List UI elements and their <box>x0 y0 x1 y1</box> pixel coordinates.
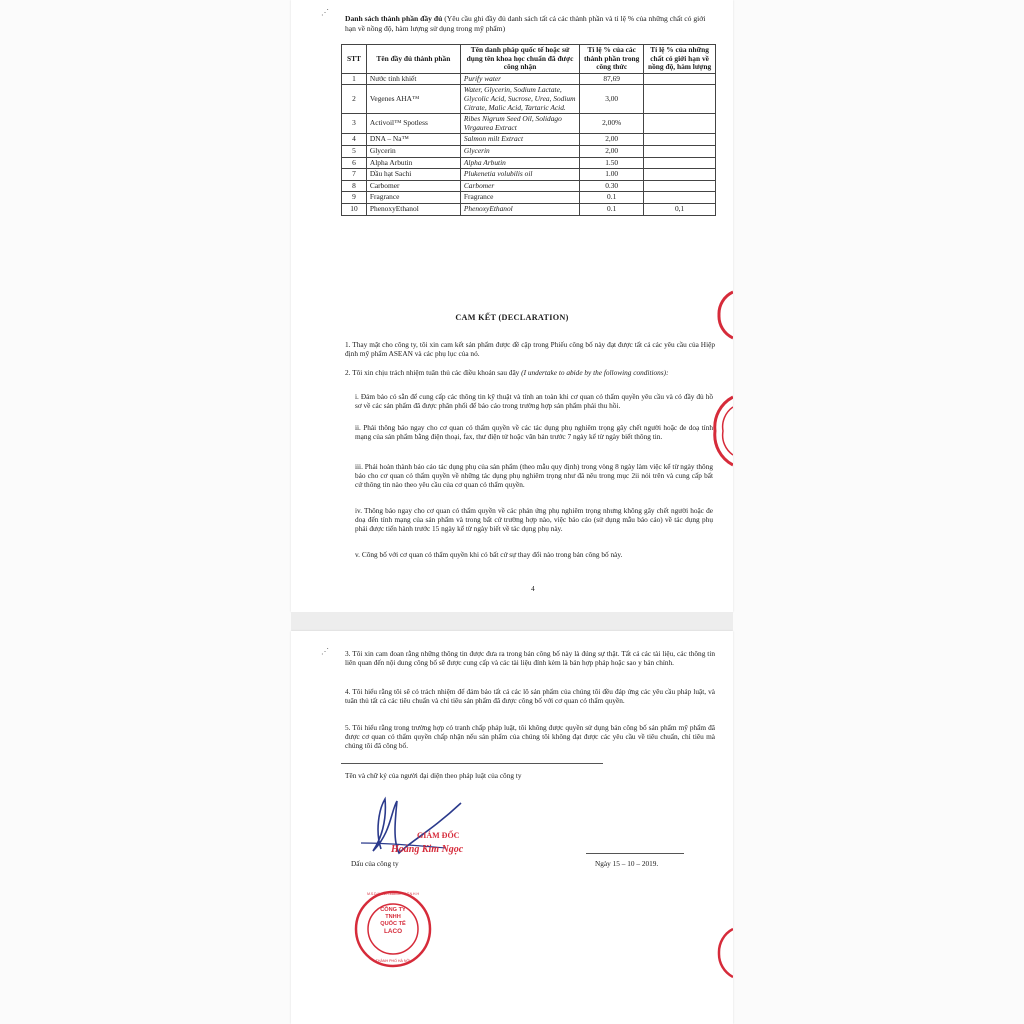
cell-pct: 3,00 <box>580 85 644 114</box>
cell-intl: Plukenetia volubilis oil <box>460 169 579 181</box>
page-gap <box>291 612 733 631</box>
cell-stt: 10 <box>342 203 367 215</box>
cell-name: Carbomer <box>366 180 460 192</box>
cell-name: Glycerin <box>366 145 460 157</box>
col-header-stt: STT <box>342 45 367 74</box>
condition-item-i: i. Đảm bảo có sẵn để cung cấp các thông tin kỹ thuật và tính an toàn khi cơ quan có thẩm quyền yêu cầu và có đầy đủ hồ sơ về các sản phẩm đã được phân phối để báo cáo trong trường hợp sản phẩm phải thu hồi. <box>355 392 713 411</box>
col-header-name: Tên đầy đủ thành phần <box>366 45 460 74</box>
table-row <box>342 85 716 114</box>
table-header-row <box>342 45 716 74</box>
representative-label: Tên và chữ ký của người đại diện theo pháp luật của công ty <box>345 771 522 780</box>
scan-mark: ⋰ <box>321 647 329 656</box>
declaration-paragraph-1: 1. Thay mặt cho công ty, tôi xin cam kết sản phẩm được đề cập trong Phiếu công bố này đạt được tất cả các yêu cầu của Hiệp định mỹ phẩm ASEAN và các phụ lục của nó. <box>345 340 715 359</box>
col-header-intl-name: Tên danh pháp quốc tế hoặc sử dụng tên khoa học chuẩn đã được công nhận <box>460 45 579 74</box>
cell-intl: Carbomer <box>460 180 579 192</box>
stamp-line-3: QUỐC TẾ <box>380 921 406 927</box>
cell-stt: 4 <box>342 134 367 146</box>
date-line <box>586 853 684 854</box>
partial-stamp-edge-icon <box>711 395 733 467</box>
cell-name: Nước tinh khiết <box>366 73 460 85</box>
document-page-5 <box>291 631 733 1024</box>
table-row <box>342 73 716 85</box>
cell-pct: 0.30 <box>580 180 644 192</box>
cell-pct: 1.00 <box>580 169 644 181</box>
cell-intl: Glycerin <box>460 145 579 157</box>
cell-intl: Water, Glycerin, Sodium Lactate, Glycolic Acid, Sucrose, Urea, Sodium Citrate, Malic Acid, Tartaric Acid. <box>460 85 579 114</box>
table-row <box>342 145 716 157</box>
cell-stt: 1 <box>342 73 367 85</box>
col-header-limit: Tỉ lệ % của những chất có giới hạn về nồng độ, hàm lượng <box>644 45 716 74</box>
cell-stt: 8 <box>342 180 367 192</box>
cell-name: Vegenes AHA™ <box>366 85 460 114</box>
scan-mark: ⋰ <box>321 8 329 17</box>
table-row <box>342 114 716 134</box>
cell-stt: 7 <box>342 169 367 181</box>
stamp-top-ring-text: M.S.D.N: 0107358039 - C.T.N.H.H <box>367 892 419 896</box>
cell-name: Alpha Arbutin <box>366 157 460 169</box>
cell-stt: 6 <box>342 157 367 169</box>
cell-intl: Purify water <box>460 73 579 85</box>
declaration-date: Ngày 15 – 10 – 2019. <box>595 859 659 868</box>
director-title: GIÁM ĐỐC <box>417 831 460 840</box>
condition-item-iv: iv. Thông báo ngay cho cơ quan có thẩm quyền về các phản ứng phụ nghiêm trọng nhưng không gây chết người hoặc đe doạ đến tính mạng của sản phẩm và trong bất cứ trường hợp nào, việc báo cáo (sử dụng mẫu báo cáo) về tác dụng phụ phải được tiến hành trước 15 ngày kể từ ngày biết về tác dụng phụ này. <box>355 506 713 534</box>
cell-limit <box>644 145 716 157</box>
condition-item-ii: ii. Phải thông báo ngay cho cơ quan có thẩm quyền về các tác dụng phụ nghiêm trọng gây chết người hoặc đe doạ tính mạng của sản phẩm bằng điện thoại, fax, thư điện tử hoặc văn bản trước 7 ngày kể từ ngày biết thông tin. <box>355 423 713 442</box>
cell-name: Fragrance <box>366 192 460 204</box>
declaration-paragraph-4: 4. Tôi hiểu rằng tôi sẽ có trách nhiệm để đảm bảo tất cả các lô sản phẩm của chúng tôi đều đáp ứng các yêu cầu pháp luật, và tuân thủ tất cả các tiêu chuẩn và chỉ tiêu sản phẩm đã được công bố với cơ quan có thẩm quyền. <box>345 687 715 706</box>
condition-item-v: v. Công bố với cơ quan có thẩm quyền khi có bất cứ sự thay đổi nào trong bản công bố này. <box>355 550 623 559</box>
company-seal-label: Dấu của công ty <box>351 859 399 868</box>
table-row <box>342 134 716 146</box>
cell-intl: Salmon milt Extract <box>460 134 579 146</box>
cell-limit <box>644 157 716 169</box>
condition-item-iii: iii. Phải hoàn thành báo cáo tác dụng phụ của sản phẩm (theo mẫu quy định) trong vòng 8 ngày làm việc kể từ ngày thông báo cho cơ quan có thẩm quyền về những tác dụng phụ nghiêm trọng như đã nêu trong mục 2ii nói trên và cung cấp bất cứ thông tin nào theo yêu cầu của cơ quan có thẩm quyền. <box>355 462 713 490</box>
cell-name: PhenoxyEthanol <box>366 203 460 215</box>
declaration-paragraph-5: 5. Tôi hiểu rằng trong trường hợp có tranh chấp pháp luật, tôi không được quyền sử dụng bản công bố sản phẩm mỹ phẩm đã được cơ quan có thẩm quyền chấp nhận nếu sản phẩm của chúng tôi không đạt được các yêu cầu về tiêu chuẩn, chỉ tiêu mà chúng tôi đã công bố. <box>345 723 715 751</box>
stamp-bottom-ring-text: THÀNH PHỐ HÀ NỘI <box>375 959 411 963</box>
cell-name: Dầu hạt Sachi <box>366 169 460 181</box>
cell-limit <box>644 192 716 204</box>
cell-stt: 9 <box>342 192 367 204</box>
page-number: 4 <box>531 584 535 593</box>
cell-intl: Alpha Arbutin <box>460 157 579 169</box>
cell-pct: 0.1 <box>580 203 644 215</box>
cell-stt: 2 <box>342 85 367 114</box>
cell-limit <box>644 134 716 146</box>
company-stamp <box>353 889 433 969</box>
cell-pct: 2,00 <box>580 134 644 146</box>
declaration-paragraph-2: 2. Tôi xin chịu trách nhiệm tuân thủ các điều khoản sau đây (I undertake to abide by the following conditions): <box>345 368 669 377</box>
ingredient-table <box>341 44 716 216</box>
cell-stt: 5 <box>342 145 367 157</box>
cell-limit <box>644 85 716 114</box>
cell-pct: 87,69 <box>580 73 644 85</box>
partial-stamp-edge-icon <box>711 290 733 340</box>
cell-pct: 1.50 <box>580 157 644 169</box>
signature-divider <box>341 763 603 764</box>
cell-pct: 0.1 <box>580 192 644 204</box>
director-name: Hoàng Kim Ngọc <box>391 844 464 855</box>
table-row <box>342 180 716 192</box>
stamp-line-4: LACO <box>383 928 403 935</box>
col-header-percent: Tỉ lệ % của các thành phần trong công thức <box>580 45 644 74</box>
cell-limit <box>644 73 716 85</box>
cell-stt: 3 <box>342 114 367 134</box>
declaration-title: CAM KẾT (DECLARATION) <box>455 313 569 322</box>
table-row <box>342 192 716 204</box>
stamp-line-2: TNHH <box>385 914 401 920</box>
table-row <box>342 157 716 169</box>
cell-name: Activoil™ Spotless <box>366 114 460 134</box>
cell-pct: 2,00 <box>580 145 644 157</box>
document-page-4 <box>291 0 733 612</box>
ingredient-list-heading: Danh sách thành phần đầy đủ (Yêu cầu ghi đầy đủ danh sách tất cả các thành phần và tỉ lệ % của những chất có giới hạn về nồng độ, hàm lượng sử dụng trong mỹ phẩm) <box>345 14 706 33</box>
cell-intl: PhenoxyEthanol <box>460 203 579 215</box>
declaration-paragraph-3: 3. Tôi xin cam đoan rằng những thông tin được đưa ra trong bản công bố này là đúng sự thật. Tất cả các tài liệu, các thông tin liên quan đến nội dung công bố sẽ được cung cấp và các tài liệu đính kèm là bản hợp pháp hoặc sao y bản chính. <box>345 649 715 668</box>
cell-pct: 2,00% <box>580 114 644 134</box>
table-row <box>342 203 716 215</box>
partial-stamp-edge-icon <box>715 927 733 979</box>
table-row <box>342 169 716 181</box>
cell-intl: Fragrance <box>460 192 579 204</box>
cell-intl: Ribes Nigrum Seed Oil, Solidago Virgaurea Extract <box>460 114 579 134</box>
cell-name: DNA – Na™ <box>366 134 460 146</box>
stamp-line-1: CÔNG TY <box>380 907 406 913</box>
cell-limit <box>644 114 716 134</box>
cell-limit <box>644 169 716 181</box>
cell-limit <box>644 180 716 192</box>
cell-limit: 0,1 <box>644 203 716 215</box>
